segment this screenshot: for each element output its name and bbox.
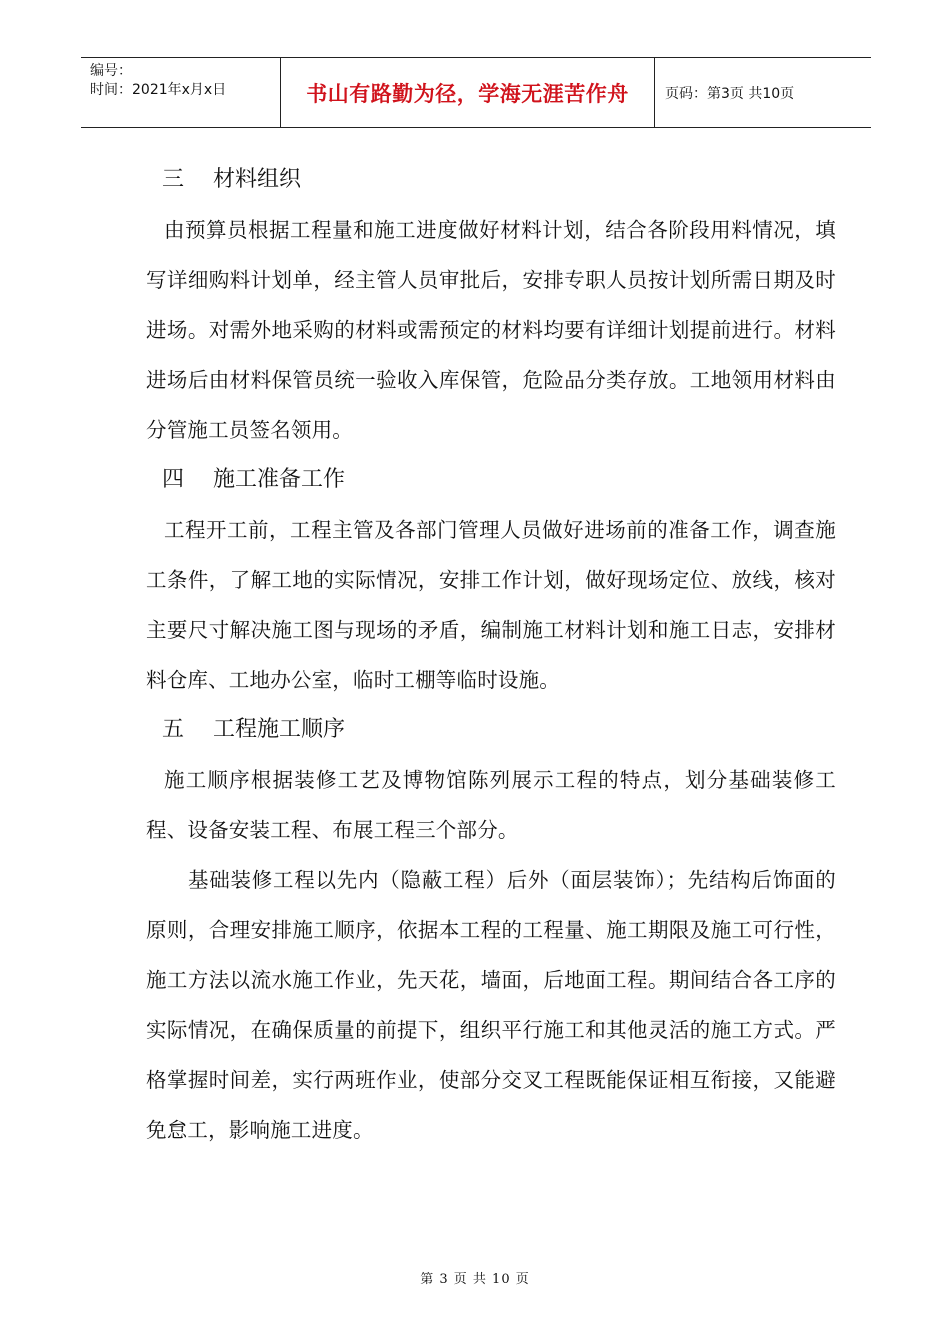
section-number: 四 <box>162 467 185 492</box>
time-label: 时间：2021年x月x日 <box>90 82 227 98</box>
header-page-info: 页码：第3页 共10页 <box>665 85 795 102</box>
section-paragraph: 工程开工前，工程主管及各部门管理人员做好进场前的准备工作，调查施工条件，了解工地的实际情况，安排工作计划，做好现场定位、放线，核对主要尺寸解决施工图与现场的矛盾，编制施工材料计划和施工日志，安排材料仓库、工地办公室，临时工棚等临时设施。 <box>146 518 836 692</box>
serial-label: 编号： <box>90 63 132 79</box>
section-paragraph: 施工顺序根据装修工艺及博物馆陈列展示工程的特点，划分基础装修工程、设备安装工程、布展工程三个部分。 <box>146 768 836 842</box>
page-header <box>81 57 871 128</box>
section-paragraph: 基础装修工程以先内（隐蔽工程）后外（面层装饰）；先结构后饰面的原则，合理安排施工顺序，依据本工程的工程量、施工期限及施工可行性，施工方法以流水施工作业，先天花，墙面，后地面工程。期间结合各工序的实际情况，在确保质量的前提下，组织平行施工和其他灵活的施工方式。严格掌握时间差，实行两班作业，使部分交叉工程既能保证相互衔接，又能避免怠工，影响施工进度。 <box>146 868 836 1142</box>
section-heading-materials <box>146 155 836 205</box>
header-meta <box>81 58 281 127</box>
section-title: 材料组织 <box>213 167 302 192</box>
section-number: 三 <box>162 167 185 192</box>
section-title: 工程施工顺序 <box>213 717 346 742</box>
header-motto: 书山有路勤为径，学海无涯苦作舟 <box>281 58 655 127</box>
section-title: 施工准备工作 <box>213 467 346 492</box>
section-heading-sequence <box>146 705 836 755</box>
section-number: 五 <box>162 717 185 742</box>
section-heading-preparation <box>146 455 836 505</box>
document-body <box>146 155 836 1155</box>
section-paragraph: 由预算员根据工程量和施工进度做好材料计划，结合各阶段用料情况，填写详细购料计划单，经主管人员审批后，安排专职人员按计划所需日期及时进场。对需外地采购的材料或需预定的材料均要有详细计划提前进行。材料进场后由材料保管员统一验收入库保管，危险品分类存放。工地领用材料由分管施工员签名领用。 <box>146 218 836 442</box>
page-footer: 第 3 页 共 10 页 <box>420 1272 530 1287</box>
